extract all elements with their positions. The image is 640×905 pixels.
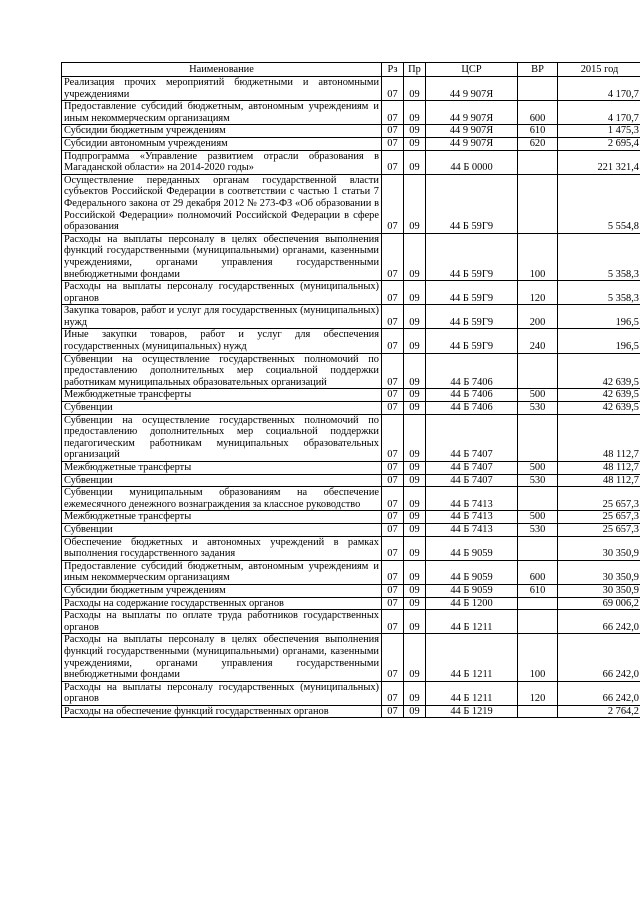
row-csr: 44 9 907Я (426, 125, 518, 138)
row-name: Расходы на выплаты персоналу государственных (муниципальных) органов (62, 281, 382, 305)
row-vr (518, 705, 558, 718)
row-rz: 07 (382, 597, 404, 610)
row-csr: 44 Б 7413 (426, 523, 518, 536)
row-name: Межбюджетные трансферты (62, 389, 382, 402)
table-row (62, 610, 640, 634)
row-pr: 09 (404, 597, 426, 610)
row-rz: 07 (382, 523, 404, 536)
row-vr (518, 487, 558, 511)
table-row (62, 174, 640, 233)
row-name: Осуществление переданных органам государственной власти субъектов Российской Федерации в соответствии с частью 1 статьи 7 Федерального закона от 29 декабря 2012 № 273-ФЗ «Об образовании в Российской Федерации» полномочий Российской Федерации в сфере образования (62, 174, 382, 233)
row-vr: 610 (518, 584, 558, 597)
row-vr: 100 (518, 233, 558, 280)
row-name: Субвенции (62, 474, 382, 487)
row-csr: 44 Б 9059 (426, 560, 518, 584)
row-vr: 530 (518, 474, 558, 487)
row-amount: 30 350,9 (558, 536, 640, 560)
row-csr: 44 Б 1211 (426, 610, 518, 634)
table-row (62, 233, 640, 280)
row-amount: 66 242,0 (558, 634, 640, 681)
table-row (62, 137, 640, 150)
row-csr: 44 9 907Я (426, 77, 518, 101)
row-amount: 66 242,0 (558, 681, 640, 705)
table-row (62, 101, 640, 125)
row-pr: 09 (404, 634, 426, 681)
row-name: Расходы на содержание государственных органов (62, 597, 382, 610)
row-rz: 07 (382, 462, 404, 475)
row-amount: 48 112,7 (558, 414, 640, 461)
header-year: 2015 год (558, 63, 640, 77)
row-rz: 07 (382, 560, 404, 584)
row-name: Реализация прочих мероприятий бюджетными и автономными учреждениями (62, 77, 382, 101)
row-rz: 07 (382, 281, 404, 305)
row-name: Расходы на выплаты персоналу в целях обеспечения выполнения функций государственными (муниципальными) органами, казенными учреждениями, органами управления государственными внебюджетными фондами (62, 233, 382, 280)
table-row (62, 281, 640, 305)
row-name: Субсидии бюджетным учреждениям (62, 125, 382, 138)
row-amount: 221 321,4 (558, 150, 640, 174)
row-pr: 09 (404, 329, 426, 353)
row-pr: 09 (404, 150, 426, 174)
row-name: Субвенции муниципальным образованиям на обеспечение ежемесячного денежного вознаграждения за классное руководство (62, 487, 382, 511)
table-row (62, 523, 640, 536)
table-row (62, 125, 640, 138)
table-row (62, 511, 640, 524)
row-rz: 07 (382, 101, 404, 125)
row-pr: 09 (404, 511, 426, 524)
table-row (62, 77, 640, 101)
row-vr: 120 (518, 281, 558, 305)
row-pr: 09 (404, 389, 426, 402)
row-amount: 5 554,8 (558, 174, 640, 233)
row-csr: 44 Б 1200 (426, 597, 518, 610)
row-amount: 48 112,7 (558, 474, 640, 487)
row-vr: 600 (518, 560, 558, 584)
row-amount: 25 657,3 (558, 511, 640, 524)
row-amount: 5 358,3 (558, 233, 640, 280)
row-amount: 4 170,7 (558, 77, 640, 101)
row-rz: 07 (382, 150, 404, 174)
row-vr (518, 150, 558, 174)
row-name: Расходы на выплаты персоналу государственных (муниципальных) органов (62, 681, 382, 705)
table-row (62, 536, 640, 560)
row-csr: 44 Б 1211 (426, 634, 518, 681)
row-vr (518, 414, 558, 461)
row-amount: 30 350,9 (558, 560, 640, 584)
row-pr: 09 (404, 101, 426, 125)
table-body (62, 77, 640, 718)
row-csr: 44 Б 59Г9 (426, 174, 518, 233)
table-row (62, 150, 640, 174)
row-vr: 240 (518, 329, 558, 353)
table-row (62, 584, 640, 597)
row-csr: 44 Б 7413 (426, 511, 518, 524)
row-name: Расходы на выплаты по оплате труда работников государственных органов (62, 610, 382, 634)
row-pr: 09 (404, 281, 426, 305)
row-csr: 44 Б 7406 (426, 402, 518, 415)
row-amount: 25 657,3 (558, 523, 640, 536)
row-rz: 07 (382, 174, 404, 233)
row-rz: 07 (382, 610, 404, 634)
row-name: Подпрограмма «Управление развитием отрасли образования в Магаданской области» на 2014-2020 годы» (62, 150, 382, 174)
row-amount: 196,5 (558, 305, 640, 329)
header-rz: Рз (382, 63, 404, 77)
row-vr (518, 174, 558, 233)
row-pr: 09 (404, 681, 426, 705)
header-vr: ВР (518, 63, 558, 77)
row-amount: 5 358,3 (558, 281, 640, 305)
row-name: Субвенции (62, 523, 382, 536)
row-amount: 4 170,7 (558, 101, 640, 125)
row-pr: 09 (404, 233, 426, 280)
table-row (62, 474, 640, 487)
row-name: Расходы на выплаты персоналу в целях обеспечения выполнения функций государственными (муниципальными) органами, казенными учреждениями, органами управления государственными внебюджетными фондами (62, 634, 382, 681)
budget-table (61, 62, 640, 718)
row-csr: 44 Б 9059 (426, 536, 518, 560)
row-pr: 09 (404, 353, 426, 389)
table-row (62, 681, 640, 705)
row-pr: 09 (404, 523, 426, 536)
row-pr: 09 (404, 305, 426, 329)
row-amount: 42 639,5 (558, 402, 640, 415)
row-rz: 07 (382, 137, 404, 150)
row-amount: 69 006,2 (558, 597, 640, 610)
row-csr: 44 Б 7407 (426, 462, 518, 475)
row-name: Субвенции (62, 402, 382, 415)
row-name: Предоставление субсидий бюджетным, автономным учреждениям и иным некоммерческим организациям (62, 101, 382, 125)
table-row (62, 329, 640, 353)
row-pr: 09 (404, 174, 426, 233)
table-row (62, 462, 640, 475)
row-pr: 09 (404, 705, 426, 718)
row-pr: 09 (404, 487, 426, 511)
row-rz: 07 (382, 305, 404, 329)
row-csr: 44 Б 7407 (426, 414, 518, 461)
row-vr (518, 77, 558, 101)
row-csr: 44 Б 7407 (426, 474, 518, 487)
row-rz: 07 (382, 329, 404, 353)
row-pr: 09 (404, 536, 426, 560)
row-amount: 1 475,3 (558, 125, 640, 138)
row-amount: 2 695,4 (558, 137, 640, 150)
row-name: Субсидии бюджетным учреждениям (62, 584, 382, 597)
row-csr: 44 Б 59Г9 (426, 305, 518, 329)
row-csr: 44 Б 7413 (426, 487, 518, 511)
row-pr: 09 (404, 584, 426, 597)
row-name: Межбюджетные трансферты (62, 462, 382, 475)
row-csr: 44 Б 9059 (426, 584, 518, 597)
row-csr: 44 Б 59Г9 (426, 233, 518, 280)
row-csr: 44 Б 7406 (426, 389, 518, 402)
row-rz: 07 (382, 402, 404, 415)
row-csr: 44 9 907Я (426, 101, 518, 125)
header-pr: Пр (404, 63, 426, 77)
table-row (62, 353, 640, 389)
row-amount: 66 242,0 (558, 610, 640, 634)
row-name: Предоставление субсидий бюджетным, автономным учреждениям и иным некоммерческим организациям (62, 560, 382, 584)
row-amount: 25 657,3 (558, 487, 640, 511)
table-row (62, 487, 640, 511)
row-rz: 07 (382, 474, 404, 487)
row-csr: 44 Б 59Г9 (426, 329, 518, 353)
row-amount: 42 639,5 (558, 353, 640, 389)
row-vr (518, 597, 558, 610)
table-row (62, 402, 640, 415)
header-csr: ЦСР (426, 63, 518, 77)
header-name: Наименование (62, 63, 382, 77)
row-csr: 44 9 907Я (426, 137, 518, 150)
table-row (62, 597, 640, 610)
document-page (61, 62, 640, 718)
row-vr: 530 (518, 402, 558, 415)
row-vr: 620 (518, 137, 558, 150)
row-pr: 09 (404, 77, 426, 101)
row-rz: 07 (382, 353, 404, 389)
table-row (62, 560, 640, 584)
row-rz: 07 (382, 705, 404, 718)
row-vr (518, 353, 558, 389)
row-pr: 09 (404, 610, 426, 634)
row-name: Иные закупки товаров, работ и услуг для обеспечения государственных (муниципальных) нужд (62, 329, 382, 353)
row-rz: 07 (382, 77, 404, 101)
row-amount: 2 764,2 (558, 705, 640, 718)
row-pr: 09 (404, 402, 426, 415)
row-name: Субсидии автономным учреждениям (62, 137, 382, 150)
row-pr: 09 (404, 462, 426, 475)
row-vr: 500 (518, 511, 558, 524)
row-csr: 44 Б 0000 (426, 150, 518, 174)
table-header (62, 63, 640, 77)
row-amount: 48 112,7 (558, 462, 640, 475)
row-rz: 07 (382, 389, 404, 402)
row-rz: 07 (382, 487, 404, 511)
row-amount: 42 639,5 (558, 389, 640, 402)
row-csr: 44 Б 7406 (426, 353, 518, 389)
row-rz: 07 (382, 634, 404, 681)
row-pr: 09 (404, 414, 426, 461)
row-amount: 30 350,9 (558, 584, 640, 597)
row-name: Субвенции на осуществление государственных полномочий по предоставлению дополнительных мер социальной поддержки педагогическим работникам муниципальных образовательных организаций (62, 414, 382, 461)
row-vr: 120 (518, 681, 558, 705)
row-csr: 44 Б 1211 (426, 681, 518, 705)
row-csr: 44 Б 1219 (426, 705, 518, 718)
table-row (62, 634, 640, 681)
row-vr (518, 536, 558, 560)
row-rz: 07 (382, 584, 404, 597)
row-rz: 07 (382, 233, 404, 280)
row-vr: 500 (518, 389, 558, 402)
row-vr: 600 (518, 101, 558, 125)
row-amount: 196,5 (558, 329, 640, 353)
row-name: Закупка товаров, работ и услуг для государственных (муниципальных) нужд (62, 305, 382, 329)
row-name: Расходы на обеспечение функций государственных органов (62, 705, 382, 718)
row-pr: 09 (404, 137, 426, 150)
table-row (62, 414, 640, 461)
table-row (62, 389, 640, 402)
table-row (62, 705, 640, 718)
row-vr: 200 (518, 305, 558, 329)
row-rz: 07 (382, 414, 404, 461)
row-rz: 07 (382, 681, 404, 705)
row-rz: 07 (382, 125, 404, 138)
row-vr: 100 (518, 634, 558, 681)
row-name: Межбюджетные трансферты (62, 511, 382, 524)
row-vr: 500 (518, 462, 558, 475)
row-pr: 09 (404, 125, 426, 138)
row-rz: 07 (382, 511, 404, 524)
table-row (62, 305, 640, 329)
row-csr: 44 Б 59Г9 (426, 281, 518, 305)
row-pr: 09 (404, 474, 426, 487)
row-rz: 07 (382, 536, 404, 560)
row-name: Субвенции на осуществление государственных полномочий по предоставлению дополнительных мер социальной поддержки работникам муниципальных образовательных организаций (62, 353, 382, 389)
row-pr: 09 (404, 560, 426, 584)
row-vr (518, 610, 558, 634)
row-vr: 530 (518, 523, 558, 536)
row-vr: 610 (518, 125, 558, 138)
row-name: Обеспечение бюджетных и автономных учреждений в рамках выполнения государственного задания (62, 536, 382, 560)
